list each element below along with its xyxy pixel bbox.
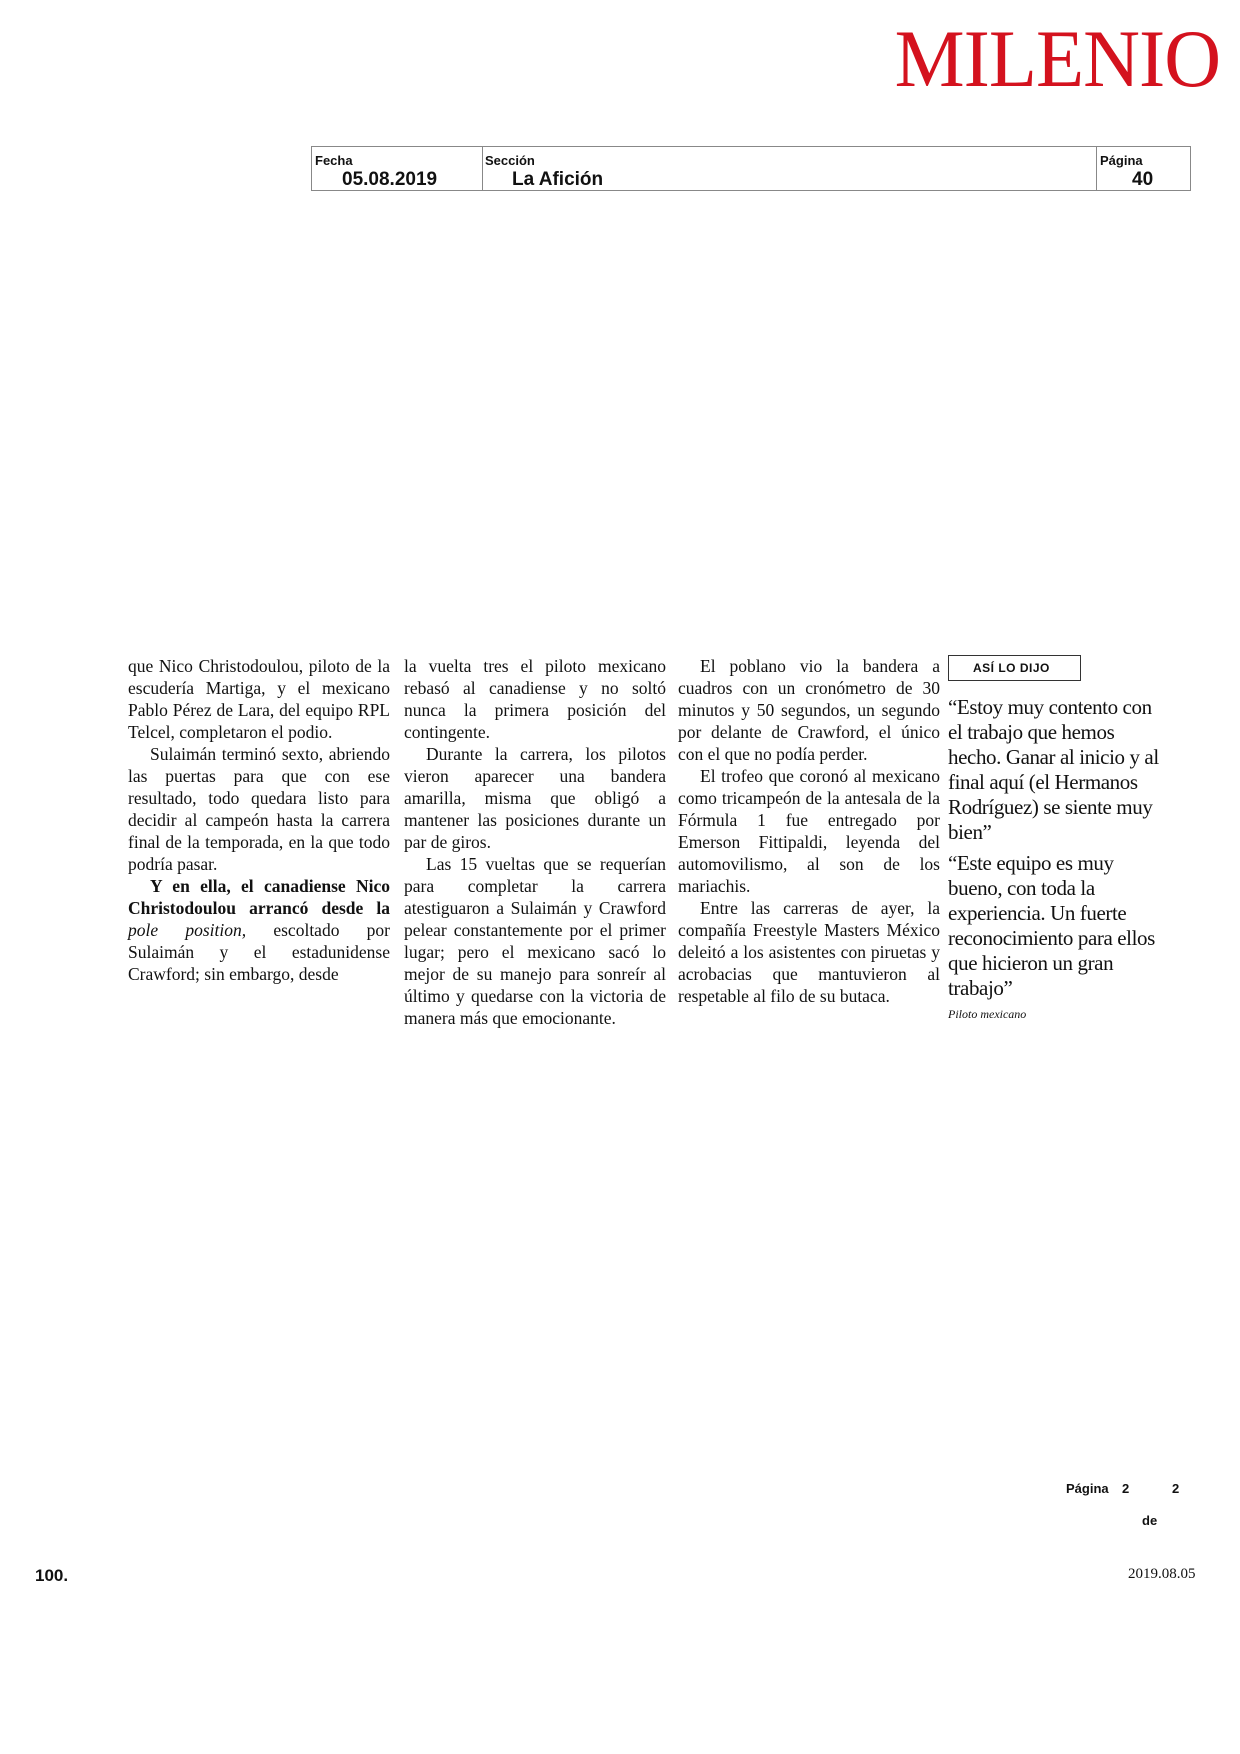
metadata-bar xyxy=(311,146,1191,191)
col1-paragraph-3-start: Y en ella, el canadiense Nico Christodoulou arrancó desde la xyxy=(128,876,390,918)
col1-paragraph-2: Sulaimán terminó sexto, abriendo las puertas para que con ese resultado, todo quedara listo para decidir al campeón hasta la carrera final de la temporada, en la que todo podría pasar. xyxy=(128,744,390,874)
pole-position-italic: pole position, xyxy=(128,920,247,940)
col1-paragraph-3-end: escoltado por Sulaimán y el estadunidense Crawford; sin embargo, desde xyxy=(128,920,390,984)
seccion-label: Sección xyxy=(485,153,535,168)
col2-paragraph-3: Las 15 vueltas que se requerían para completar la carrera atestiguaron a Sulaimán y Crawford pelear constantemente por el primer lugar; pero el mexicano sacó lo mejor de su manejo para sonreír al último y quedarse con la victoria de manera más que emocionante. xyxy=(404,854,666,1028)
article-column-2 xyxy=(404,655,666,1029)
col3-paragraph-1: El poblano vio la bandera a cuadros con un cronómetro de 30 minutos y 50 segundos, un segundo por delante de Crawford, el único con el que no podía perder. xyxy=(678,656,940,764)
pagina-value: 40 xyxy=(1132,169,1154,190)
quote-1: “Estoy muy contento con el trabajo que hemos hecho. Ganar al inicio y al final aquí (el Hermanos Rodríguez) se siente muy bien” xyxy=(948,695,1159,844)
quote-attribution: Piloto mexicano xyxy=(948,1007,1027,1021)
pagina-label: Página xyxy=(1100,153,1143,168)
col3-paragraph-3: Entre las carreras de ayer, la compañía Freestyle Masters México deleitó a los asistentes con piruetas y acrobacias que mantuvieron al respetable al filo de su butaca. xyxy=(678,898,940,1006)
footer-pagina-total: 2 xyxy=(1172,1481,1180,1496)
quote-tag: ASÍ LO DIJO xyxy=(948,655,1081,681)
col3-paragraph-2: El trofeo que coronó al mexicano como tricampeón de la antesala de la Fórmula 1 fue entregado por Emerson Fittipaldi, leyenda del automovilismo, al son de los mariachis. xyxy=(678,766,940,896)
seccion-cell xyxy=(482,147,1096,190)
article-column-3 xyxy=(678,655,940,1007)
footer-de-label: de xyxy=(1142,1513,1158,1528)
fecha-label: Fecha xyxy=(315,153,353,168)
quote-2: “Este equipo es muy bueno, con toda la experiencia. Un fuerte reconocimiento para ellos que hicieron un gran trabajo” xyxy=(948,851,1155,1000)
footer-date: 2019.08.05 xyxy=(1128,1566,1196,1582)
col1-paragraph-3 xyxy=(128,875,390,985)
col2-paragraph-1: la vuelta tres el piloto mexicano rebasó al canadiense y no soltó nunca la primera posición del contingente. xyxy=(404,656,666,742)
footer-pagina-label: Página xyxy=(1066,1481,1109,1496)
quote-sidebar xyxy=(948,655,1163,1022)
milenio-logo: MILENIO xyxy=(894,13,1220,104)
col1-paragraph-1: que Nico Christodoulou, piloto de la escudería Martiga, y el mexicano Pablo Pérez de Lara, del equipo RPL Telcel, completaron el podio. xyxy=(128,656,390,742)
fecha-value: 05.08.2019 xyxy=(342,169,438,190)
fecha-cell xyxy=(312,147,483,190)
article-column-1 xyxy=(128,655,390,985)
footer-pagina-actual: 2 xyxy=(1122,1481,1130,1496)
footer-left-text: 100. xyxy=(35,1566,69,1585)
seccion-value: La Afición xyxy=(512,169,604,190)
pagina-cell xyxy=(1096,147,1191,190)
col2-paragraph-2: Durante la carrera, los pilotos vieron aparecer una bandera amarilla, misma que obligó a mantener las posiciones durante un par de giros. xyxy=(404,744,666,852)
